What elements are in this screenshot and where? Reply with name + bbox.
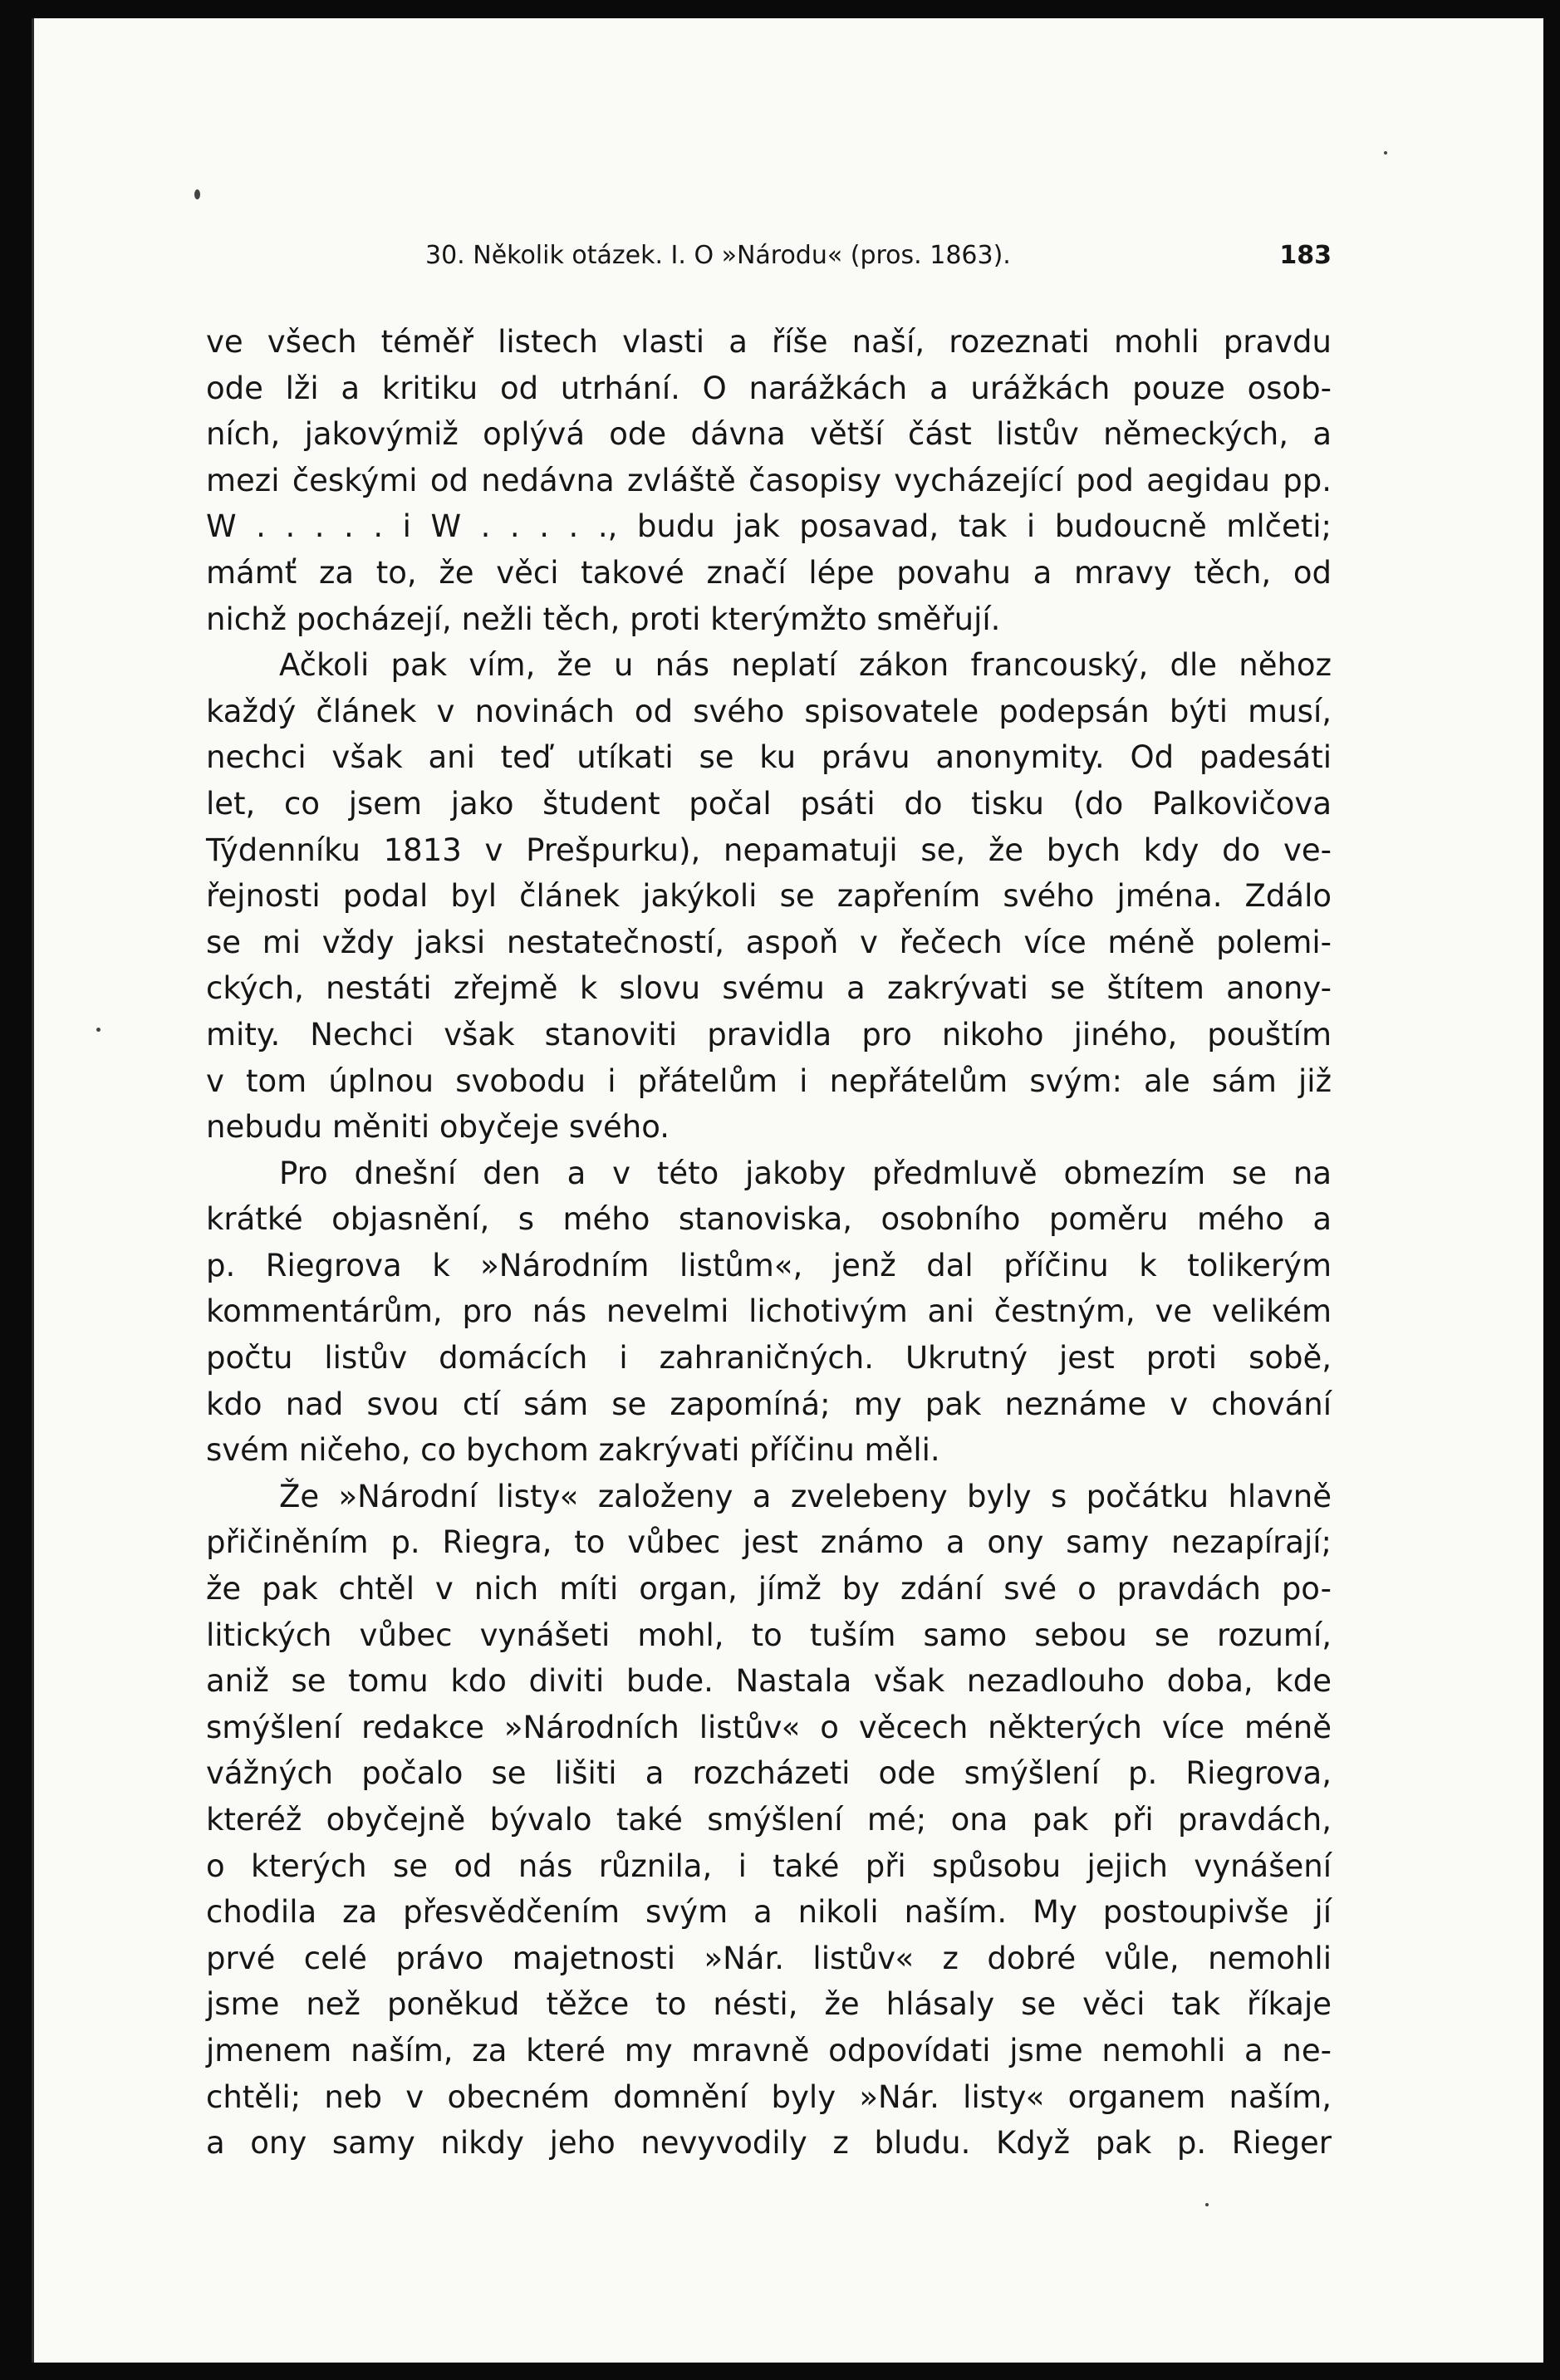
text-line: ve všech téměř listech vlasti a říše naší, rozeznati mohli pravdu	[206, 324, 1332, 360]
text-line: o kterých se od nás různila, i také při spůsobu jejich vynášení	[206, 1848, 1332, 1884]
scan-speck	[1384, 151, 1387, 155]
text-line: svém ničeho, co bychom zakrývati příčinu měli.	[206, 1432, 940, 1469]
text-line: se mi vždy jaksi nestatečností, aspoň v řečech více méně polemi-	[206, 924, 1332, 960]
text-line: každý článek v novinách od svého spisovatele podepsán býti musí,	[206, 693, 1332, 729]
text-line: kommentárům, pro nás nevelmi lichotivým ani čestným, ve velikém	[206, 1293, 1332, 1330]
text-line: počtu listův domácích i zahraničných. Ukrutný jest proti sobě,	[206, 1340, 1332, 1376]
text-line: nechci však ani teď utíkati se ku právu anonymity. Od padesáti	[206, 739, 1332, 776]
text-line: a ony samy nikdy jeho nevyvodily z bludu. Když pak p. Rieger	[206, 2125, 1332, 2162]
text-line: mámť za to, že věci takové značí lépe povahu a mravy těch, od	[206, 554, 1332, 591]
text-line: nichž pocházejí, nežli těch, proti kterýmžto směřují.	[206, 601, 1001, 637]
scan-speck	[194, 189, 200, 199]
text-line: aniž se tomu kdo diviti bude. Nastala však nezadlouho doba, kde	[206, 1663, 1332, 1700]
paragraph-first-line: Ačkoli pak vím, že u nás neplatí zákon francouský, dle něhoz	[279, 647, 1332, 684]
text-line: Týdenníku 1813 v Prešpurku), nepamatuji se, že bych kdy do ve-	[206, 832, 1332, 868]
text-line: mity. Nechci však stanoviti pravidla pro nikoho jiného, pouštím	[206, 1016, 1332, 1053]
text-line: ních, jakovýmiž oplývá ode dávna větší část listův německých, a	[206, 416, 1332, 453]
text-line: vážných počalo se lišiti a rozcházeti ode smýšlení p. Riegrova,	[206, 1755, 1332, 1792]
text-line: mezi českými od nedávna zvláště časopisy vycházející pod aegidau pp.	[206, 462, 1332, 498]
page-number: 183	[1279, 241, 1332, 270]
text-line: nebudu měniti obyčeje svého.	[206, 1109, 670, 1146]
text-line: řejnosti podal byl článek jakýkoli se zapřením svého jména. Zdálo	[206, 878, 1332, 915]
text-line: přičiněním p. Riegra, to vůbec jest známo a ony samy nezapírají;	[206, 1524, 1332, 1561]
body-text	[206, 319, 1332, 2167]
text-line: p. Riegrova k »Národním listům«, jenž dal příčinu k tolikerým	[206, 1247, 1332, 1283]
paper-sheet	[32, 18, 1543, 2363]
text-line: kteréž obyčejně bývalo také smýšlení mé; ona pak při pravdách,	[206, 1802, 1332, 1838]
text-line: let, co jsem jako študent počal psáti do tisku (do Palkovičova	[206, 785, 1332, 822]
text-line: jsme než poněkud těžce to nésti, že hlásaly se věci tak říkaje	[206, 1986, 1332, 2023]
text-line: že pak chtěl v nich míti organ, jímž by zdání své o pravdách po-	[206, 1571, 1332, 1607]
text-line: ckých, nestáti zřejmě k slovu svému a zakrývati se štítem anony-	[206, 970, 1332, 1007]
text-line: jmenem naším, za které my mravně odpovídati jsme nemohli a ne-	[206, 2032, 1332, 2068]
scan-speck	[96, 1028, 101, 1032]
text-line: W . . . . . i W . . . . ., budu jak posavad, tak i budoucně mlčeti;	[206, 508, 1332, 545]
text-line: litických vůbec vynášeti mohl, to tuším samo sebou se rozumí,	[206, 1617, 1332, 1653]
text-line: chodila za přesvědčením svým a nikoli naším. My postoupivše jí	[206, 1894, 1332, 1931]
scan-speck	[1205, 2203, 1209, 2206]
paragraph-first-line: Pro dnešní den a v této jakoby předmluvě obmezím se na	[279, 1155, 1332, 1191]
text-line: v tom úplnou svobodu i přátelům i nepřátelům svým: ale sám již	[206, 1062, 1332, 1099]
text-line: kdo nad svou ctí sám se zapomíná; my pak neznáme v chování	[206, 1386, 1332, 1422]
text-line: chtěli; neb v obecném domnění byly »Nár. listy« organem naším,	[206, 2078, 1332, 2115]
page-binding-edge	[32, 18, 34, 2363]
text-line: ode lži a kritiku od utrhání. O narážkách a urážkách pouze osob-	[206, 370, 1332, 406]
paragraph-first-line: Že »Národní listy« založeny a zvelebeny byly s počátku hlavně	[279, 1478, 1332, 1514]
text-line: smýšlení redakce »Národních listův« o věcech některých více méně	[206, 1709, 1332, 1745]
running-title: 30. Několik otázek. I. O »Národu« (pros. 1863).	[425, 241, 1011, 270]
text-line: prvé celé právo majetnosti »Nár. listův« z dobré vůle, nemohli	[206, 1940, 1332, 1976]
text-line: krátké objasnění, s mého stanoviska, osobního poměru mého a	[206, 1201, 1332, 1238]
